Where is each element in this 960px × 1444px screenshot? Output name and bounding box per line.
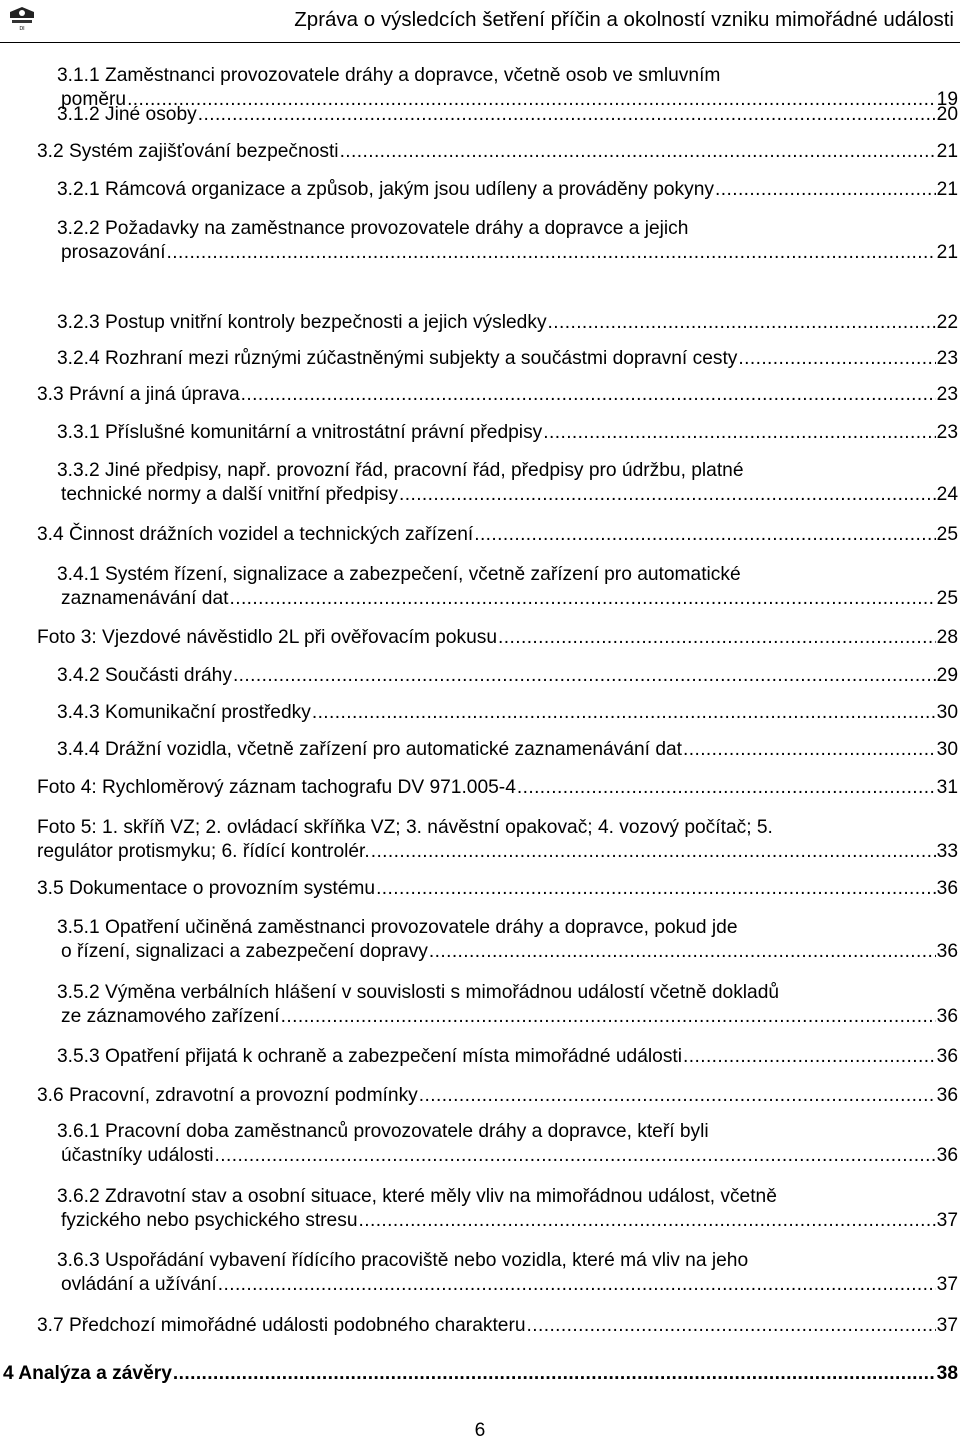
toc-entry-text: 3.5.3 Opatření přijatá k ochraně a zabezpečení místa mimořádné události [57, 1046, 683, 1067]
toc-entry-text: 3.2.3 Postup vnitřní kontroly bezpečnosti a jejich výsledky [57, 312, 547, 333]
toc-entry[interactable] [37, 1314, 960, 1338]
toc-page-number: 37 [936, 1315, 958, 1336]
toc-entry[interactable] [57, 738, 960, 762]
toc-entry-text: zaznamenávání dat [61, 588, 229, 609]
toc-leader-dots [167, 241, 936, 265]
toc-entry-text: 3.2.4 Rozhraní mezi různými zúčastněnými subjekty a součástmi dopravní cesty [57, 348, 738, 369]
toc-page-number: 25 [936, 524, 958, 545]
svg-text:DI: DI [19, 26, 25, 32]
toc-entry[interactable] [57, 981, 960, 1029]
toc-page-number: 30 [936, 739, 958, 760]
toc-leader-dots [218, 1273, 936, 1297]
toc-entry[interactable] [37, 140, 960, 164]
toc-leader-dots [738, 347, 935, 371]
toc-entry-text: 3.4.4 Drážní vozidla, včetně zařízení pro automatické zaznamenávání dat [57, 739, 682, 760]
toc-entry[interactable] [37, 1084, 960, 1108]
toc-entry-text: 3.2.1 Rámcová organizace a způsob, jakým jsou udíleny a prováděny pokyny [57, 179, 715, 200]
toc-entry-text: Foto 5: 1. skříň VZ; 2. ovládací skříňka VZ; 3. návěstní opakovač; 4. vozový počítač; 5. [37, 817, 773, 838]
toc-leader-dots [215, 1144, 936, 1168]
toc-page-number: 37 [936, 1210, 958, 1231]
toc-entry-text: 3.4.2 Součásti dráhy [57, 665, 232, 686]
toc-page-number: 24 [936, 484, 958, 505]
toc-entry[interactable] [57, 916, 960, 964]
toc-entry[interactable] [57, 217, 960, 265]
toc-entry-text: 3.3.1 Příslušné komunitární a vnitrostátní právní předpisy [57, 422, 543, 443]
toc-page-number: 28 [936, 627, 958, 648]
toc-entry[interactable] [57, 1120, 960, 1168]
toc-page-number: 36 [936, 1006, 958, 1027]
toc-entry-text: 3.6.3 Uspořádání vybavení řídícího pracoviště nebo vozidla, které má vliv na jeho [57, 1250, 749, 1271]
toc-page-number: 36 [936, 878, 958, 899]
toc-leader-dots [229, 587, 935, 611]
toc-entry-text: technické normy a další vnitřní předpisy [61, 484, 398, 505]
toc-entry[interactable] [57, 178, 960, 202]
toc-entry-text: 3.5 Dokumentace o provozním systému [37, 878, 376, 899]
toc-leader-dots [312, 701, 936, 725]
toc-entry-text: ovládání a užívání [61, 1274, 217, 1295]
toc-page-number: 29 [936, 665, 958, 686]
toc-entry[interactable] [57, 311, 960, 335]
toc-page-number: 23 [936, 348, 958, 369]
toc-page-number: 21 [936, 242, 958, 263]
toc-entry-text: 3.5.2 Výměna verbálních hlášení v souvislosti s mimořádnou událostí včetně dokladů [57, 982, 780, 1003]
toc-page-number: 21 [936, 179, 958, 200]
toc-page-number: 30 [936, 702, 958, 723]
toc-leader-dots [376, 877, 936, 901]
page-header [0, 0, 960, 43]
toc-leader-dots [517, 776, 936, 800]
toc-entry[interactable] [57, 701, 960, 725]
toc-page-number: 38 [936, 1363, 958, 1384]
toc-leader-dots [281, 1005, 936, 1029]
toc-leader-dots [498, 626, 936, 650]
toc-entry[interactable] [57, 1185, 960, 1233]
toc-entry-text: poměru [61, 89, 127, 110]
toc-leader-dots [359, 1209, 936, 1233]
toc-leader-dots [715, 178, 936, 202]
toc-entry-text: 3.2 Systém zajišťování bezpečnosti [37, 141, 339, 162]
toc-page-number: 19 [936, 89, 958, 110]
toc-page-number: 36 [936, 1085, 958, 1106]
toc-entry[interactable] [37, 776, 960, 800]
toc-leader-dots [543, 421, 935, 445]
toc-leader-dots [173, 1362, 936, 1386]
toc-leader-dots [419, 1084, 936, 1108]
toc-entry[interactable] [37, 523, 960, 547]
toc-entry-text: 3.4 Činnost drážních vozidel a technických zařízení [37, 524, 474, 545]
toc-page-number: 25 [936, 588, 958, 609]
toc-entry[interactable] [57, 421, 960, 445]
toc-entry[interactable] [57, 563, 960, 611]
toc-page-number: 22 [936, 312, 958, 333]
toc-entry-text: 3.7 Předchozí mimořádné události podobného charakteru [37, 1315, 526, 1336]
toc-entry[interactable] [57, 1045, 960, 1069]
toc-entry[interactable] [57, 1249, 960, 1297]
toc-entry-text: regulátor protismyku; 6. řídící kontrolér. [37, 841, 370, 862]
toc-entry-text: ze záznamového zařízení [61, 1006, 280, 1027]
toc-page-number: 23 [936, 422, 958, 443]
toc-leader-dots [683, 1045, 936, 1069]
toc-entry-text: účastníky události [61, 1145, 214, 1166]
inspection-logo [4, 4, 40, 36]
toc-leader-dots [474, 523, 935, 547]
page-number: 6 [474, 1420, 486, 1441]
toc-entry-text: 3.5.1 Opatření učiněná zaměstnanci provozovatele dráhy a dopravce, pokud jde [57, 917, 738, 938]
toc-entry-text: 3.4.3 Komunikační prostředky [57, 702, 311, 723]
toc-entry[interactable] [37, 626, 960, 650]
toc-entry-text: Foto 3: Vjezdové návěstidlo 2L při ověřovacím pokusu [37, 627, 498, 648]
toc-leader-dots [683, 738, 936, 762]
toc-leader-dots [399, 483, 936, 507]
toc-page-number: 36 [936, 941, 958, 962]
toc-leader-dots [371, 840, 936, 864]
toc-entry-text: 3.3.2 Jiné předpisy, např. provozní řád, pracovní řád, předpisy pro údržbu, platné [57, 460, 744, 481]
toc-entry-text: o řízení, signalizaci a zabezpečení dopravy [61, 941, 428, 962]
toc-page-number: 36 [936, 1145, 958, 1166]
toc-leader-dots [340, 140, 936, 164]
toc-entry-text: fyzického nebo psychického stresu [61, 1210, 358, 1231]
toc-entry-text: 3.3 Právní a jiná úprava [37, 384, 240, 405]
toc-entry-text: 3.6.2 Zdravotní stav a osobní situace, které měly vliv na mimořádnou událost, včetně [57, 1186, 777, 1207]
report-title: Zpráva o výsledcích šetření příčin a okolností vzniku mimořádné události [294, 8, 954, 31]
toc-entry-text: 3.4.1 Systém řízení, signalizace a zabezpečení, včetně zařízení pro automatické [57, 564, 741, 585]
toc-entry-text: 3.1.2 Jiné osoby [57, 104, 197, 125]
toc-page-number: 20 [936, 104, 958, 125]
toc-entry[interactable] [57, 103, 960, 127]
toc-leader-dots [241, 383, 936, 407]
toc-page-number: 23 [936, 384, 958, 405]
toc-entry-text: 3.6.1 Pracovní doba zaměstnanců provozovatele dráhy a dopravce, kteří byli [57, 1121, 709, 1142]
toc-page-number: 36 [936, 1046, 958, 1067]
toc-page-number: 37 [936, 1274, 958, 1295]
toc-entry[interactable] [37, 383, 960, 407]
toc-page-number: 21 [936, 141, 958, 162]
toc-leader-dots [548, 311, 936, 335]
toc-entry-text: 3.2.2 Požadavky na zaměstnance provozovatele dráhy a dopravce a jejich [57, 218, 689, 239]
toc-leader-dots [198, 103, 936, 127]
toc-entry-text: 3.6 Pracovní, zdravotní a provozní podmínky [37, 1085, 418, 1106]
toc-entry[interactable] [57, 664, 960, 688]
toc-leader-dots [527, 1314, 936, 1338]
toc-entry-text: 3.1.1 Zaměstnanci provozovatele dráhy a dopravce, včetně osob ve smluvním [57, 65, 721, 86]
toc-entry-text: prosazování [61, 242, 166, 263]
toc-entry[interactable] [3, 1362, 960, 1386]
toc-leader-dots [429, 940, 936, 964]
toc-entry[interactable] [57, 459, 960, 507]
toc-entry[interactable] [57, 347, 960, 371]
toc-entry[interactable] [37, 816, 960, 864]
toc-entry-text: Foto 4: Rychloměrový záznam tachografu DV 971.005-4 [37, 777, 516, 798]
toc-entry-text: 4 Analýza a závěry [3, 1363, 172, 1384]
toc-page-number: 33 [936, 841, 958, 862]
toc-page-number: 31 [936, 777, 958, 798]
toc-entry[interactable] [37, 877, 960, 901]
toc-leader-dots [233, 664, 936, 688]
